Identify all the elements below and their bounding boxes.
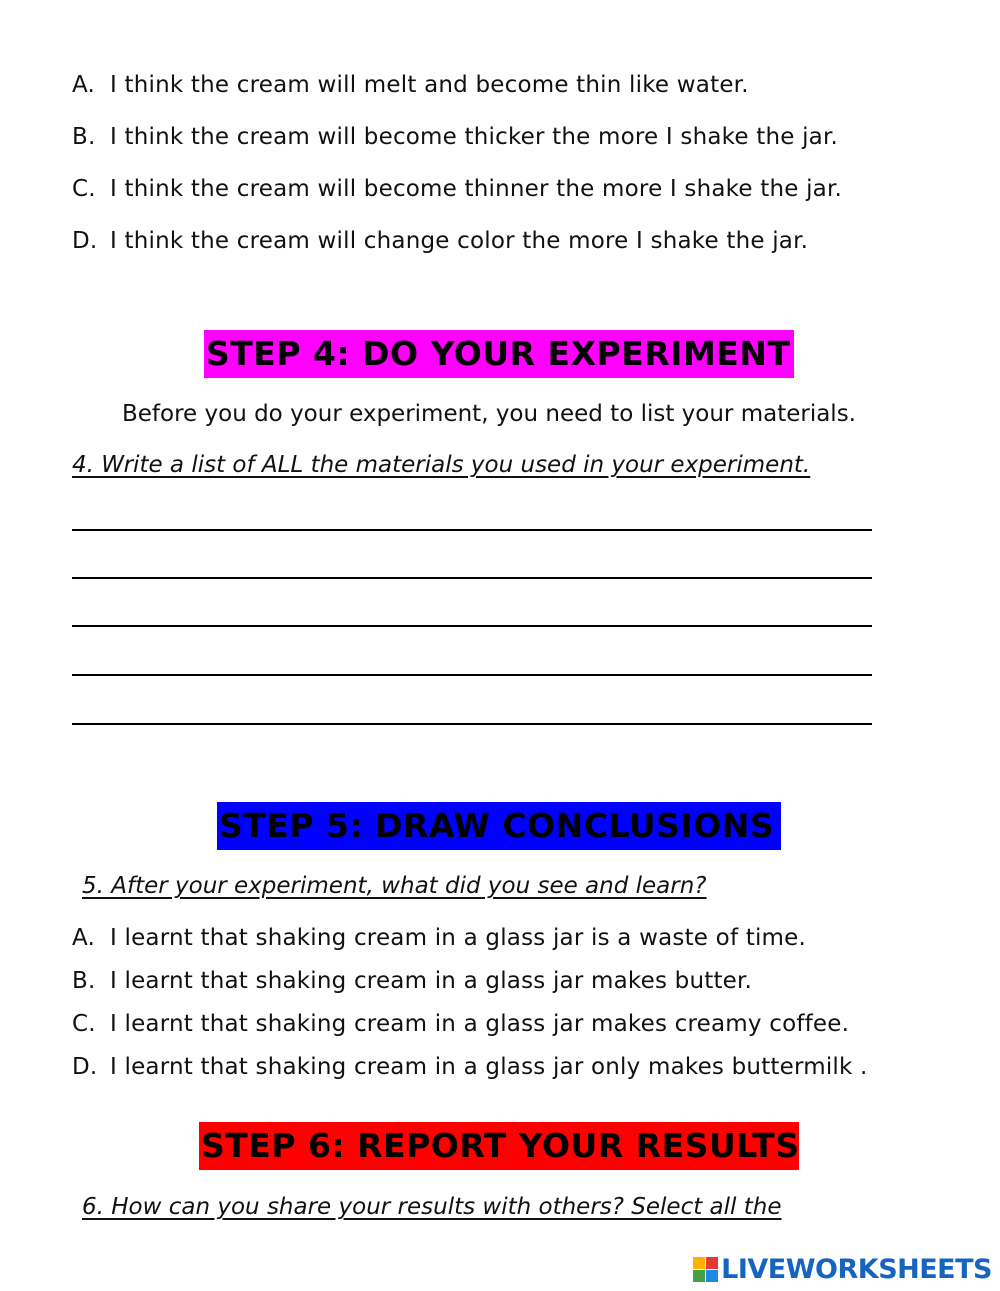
logo-text: LIVEWORKSHEETS <box>721 1254 992 1285</box>
step6-heading: STEP 6: REPORT YOUR RESULTS <box>199 1122 799 1170</box>
liveworksheets-logo <box>693 1254 992 1285</box>
option-letter: C. <box>72 176 96 202</box>
option-text: I learnt that shaking cream in a glass jar only makes buttermilk . <box>110 1054 868 1080</box>
step4-intro: Before you do your experiment, you need to list your materials. <box>122 401 856 427</box>
answer-line-3[interactable] <box>72 625 872 627</box>
option-d-hypothesis[interactable] <box>72 228 808 254</box>
answer-line-2[interactable] <box>72 577 872 579</box>
option-text: I learnt that shaking cream in a glass jar makes creamy coffee. <box>110 1011 850 1037</box>
option-text: I think the cream will become thicker the more I shake the jar. <box>110 124 839 150</box>
option-text: I think the cream will change color the more I shake the jar. <box>110 228 809 254</box>
option-letter: C. <box>72 1011 96 1037</box>
option-b-hypothesis[interactable] <box>72 124 838 150</box>
option-letter: B. <box>72 124 96 150</box>
option-letter: D. <box>72 1054 98 1080</box>
option-a-hypothesis[interactable] <box>72 72 749 98</box>
option-text: I learnt that shaking cream in a glass jar is a waste of time. <box>110 925 807 951</box>
option-b-conclusion[interactable] <box>72 968 752 994</box>
option-letter: D. <box>72 228 98 254</box>
question-5: 5. After your experiment, what did you see and learn? <box>82 873 707 899</box>
question-6: 6. How can you share your results with others? Select all the <box>82 1194 782 1220</box>
option-c-conclusion[interactable] <box>72 1011 849 1037</box>
step5-heading: STEP 5: DRAW CONCLUSIONS <box>217 802 781 850</box>
liveworksheets-logo-icon <box>693 1257 718 1282</box>
answer-line-1[interactable] <box>72 529 872 531</box>
option-d-conclusion[interactable] <box>72 1054 868 1080</box>
option-a-conclusion[interactable] <box>72 925 806 951</box>
answer-line-4[interactable] <box>72 674 872 676</box>
option-c-hypothesis[interactable] <box>72 176 842 202</box>
step4-heading: STEP 4: DO YOUR EXPERIMENT <box>204 330 794 378</box>
question-4: 4. Write a list of ALL the materials you used in your experiment. <box>72 452 811 478</box>
option-text: I think the cream will become thinner the more I shake the jar. <box>110 176 843 202</box>
option-letter: A. <box>72 72 96 98</box>
option-text: I learnt that shaking cream in a glass jar makes butter. <box>110 968 753 994</box>
option-letter: A. <box>72 925 96 951</box>
option-text: I think the cream will melt and become thin like water. <box>110 72 749 98</box>
answer-line-5[interactable] <box>72 723 872 725</box>
option-letter: B. <box>72 968 96 994</box>
